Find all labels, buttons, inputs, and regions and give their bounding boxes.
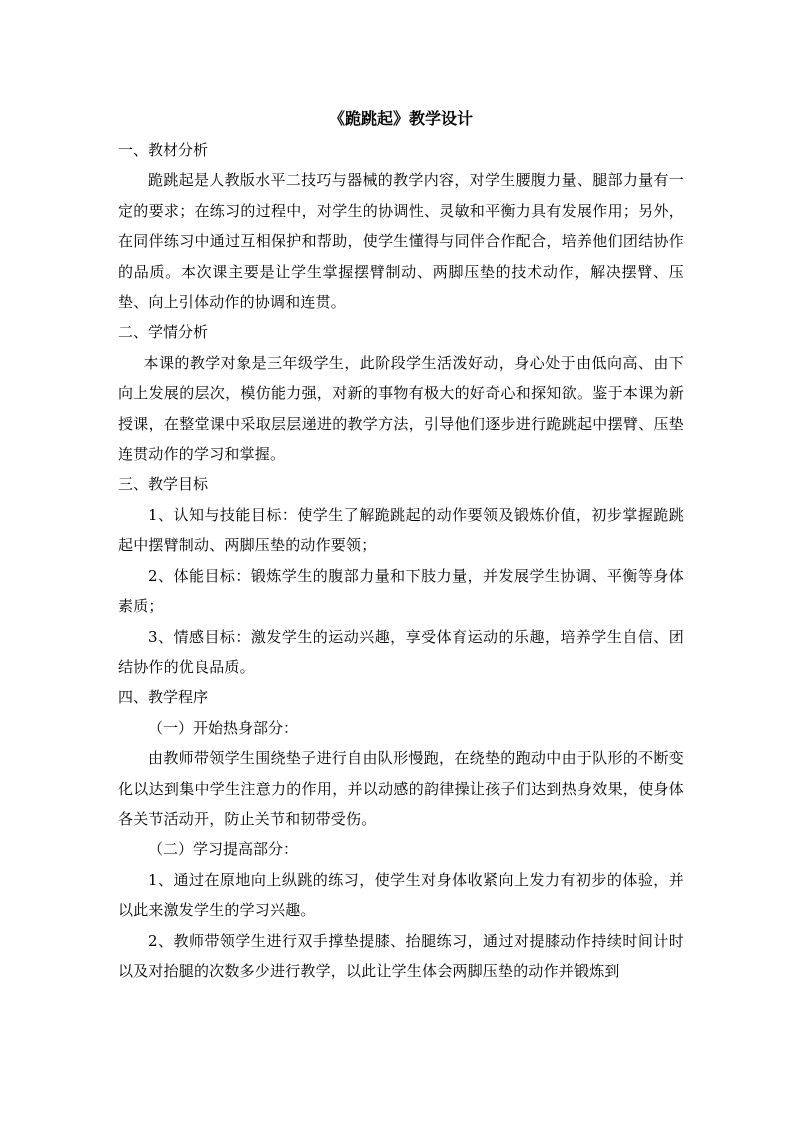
student-analysis-paragraph: 本课的教学对象是三年级学生，此阶段学生活泼好动，身心处于由低向高、由下向上发展的层次，模仿能力强，对新的事物有极大的好奇心和探知欲。鉴于本课为新授课，在整堂课中采取层层递进的教学方法，引导他们逐步进行跪跳起中摆臂、压垫连贯动作的学习和掌握。: [118, 353, 684, 464]
section-heading-objectives: 三、教学目标: [118, 475, 209, 494]
document-title: 《跪跳起》教学设计: [328, 109, 473, 128]
section-heading-materials: 一、教材分析: [118, 141, 209, 159]
procedure-learning-heading: （二）学习提高部分：: [148, 840, 299, 859]
objective-physical: 2、体能目标：锻炼学生的腹部力量和下肢力量，并发展学生协调、平衡等身体素质；: [118, 566, 684, 616]
procedure-learning-step-1: 1、通过在原地向上纵跳的练习，使学生对身体收紧向上发力有初步的体验，并以此来激发学生的学习兴趣。: [118, 870, 684, 920]
section-heading-students: 二、学情分析: [118, 323, 209, 342]
procedure-warmup-heading: （一）开始热身部分：: [148, 718, 299, 737]
procedure-learning-step-2: 2、教师带领学生进行双手撑垫提膝、抬腿练习，通过对提膝动作持续时间计时以及对抬腿的次数多少进行教学，以此让学生体会两脚压垫的动作并锻炼到: [118, 931, 684, 980]
objective-emotional: 3、情感目标：激发学生的运动兴趣，享受体育运动的乐趣，培养学生自信、团结协作的优良品质。: [118, 627, 684, 676]
section-heading-procedure: 四、教学程序: [118, 688, 209, 707]
objective-cognitive-skill: 1、认知与技能目标：使学生了解跪跳起的动作要领及锻炼价值，初步掌握跪跳起中摆臂制动、两脚压垫的动作要领；: [118, 505, 684, 555]
document-page: [118, 104, 684, 986]
materials-analysis-paragraph: 跪跳起是人教版水平二技巧与器械的教学内容，对学生腰腹力量、腿部力量有一定的要求；在练习的过程中，对学生的协调性、灵敏和平衡力具有发展作用；另外，在同伴练习中通过互相保护和帮助，使学生懂得与同伴合作配合，培养他们团结协作的品质。本次课主要是让学生掌握摆臂制动、两脚压垫的技术动作，解决摆臂、压垫、向上引体动作的协调和连贯。: [118, 171, 684, 312]
procedure-warmup-paragraph: 由教师带领学生围绕垫子进行自由队形慢跑，在绕垫的跑动中由于队形的不断变化以达到集中学生注意力的作用，并以动感的韵律操让孩子们达到热身效果，使身体各关节活动开，防止关节和韧带受伤。: [118, 749, 684, 828]
